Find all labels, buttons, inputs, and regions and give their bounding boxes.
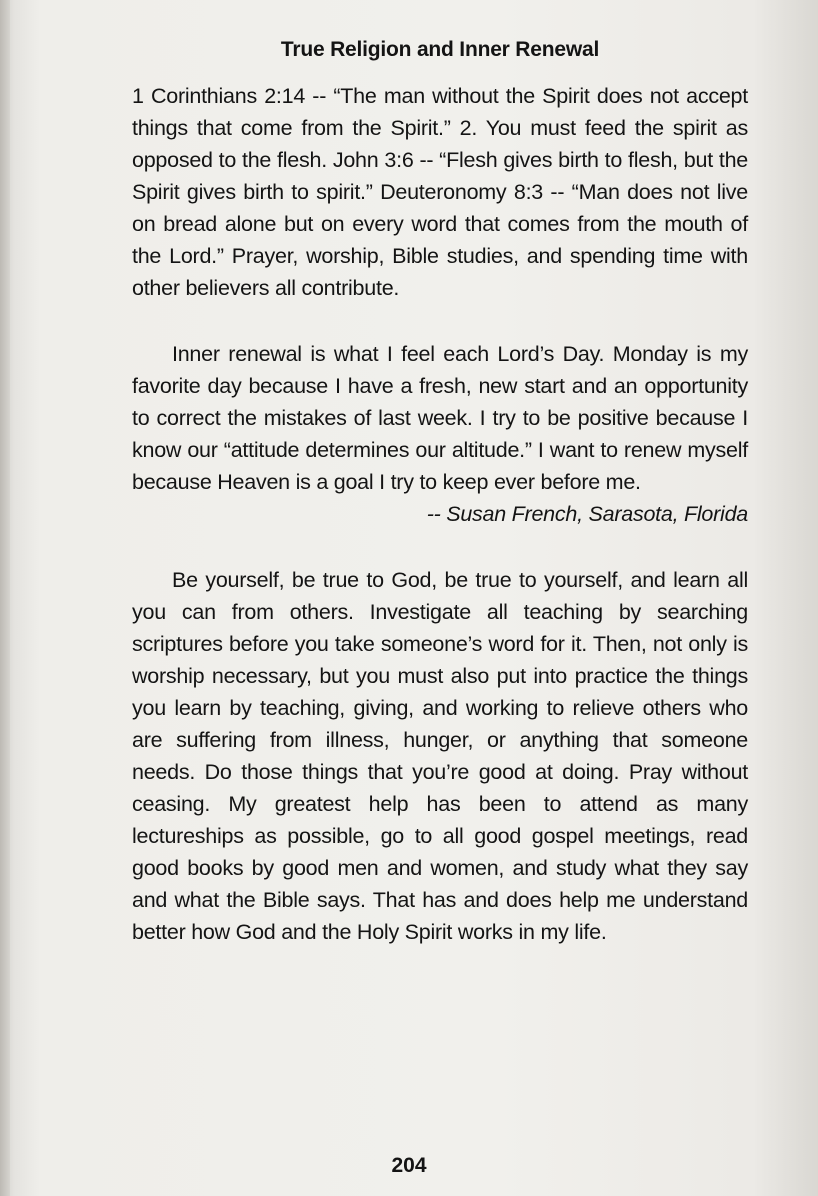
attribution: -- Susan French, Sarasota, Florida <box>426 502 748 526</box>
paragraph-3: Be yourself, be true to God, be true to yourself, and learn all you can from others. Investigate all teaching by searching scriptures before you take someone’s word for it. Then, not only is worship necessary, but you must also put into practice the things you learn by teaching, giving, and working to relieve others who are suffering from illness, hunger, or anything that someone needs. Do those things that you’re good at doing. Pray without ceasing. My greatest help has been to attend as many lectureships as possible, go to all good gospel meetings, read good books by good men and women, and study what they say and what the Bible says. That has and does help me understand better how God and the Holy Spirit works in my life. <box>132 568 748 944</box>
page-content <box>132 38 748 948</box>
page-title: True Religion and Inner Renewal <box>280 38 600 61</box>
page-number: 204 <box>391 1154 427 1177</box>
page-binding-edge <box>0 0 10 1196</box>
paragraph-2: Inner renewal is what I feel each Lord’s Day. Monday is my favorite day because I have a fresh, new start and an opportunity to correct the mistakes of last week. I try to be positive because I know our “attitude determines our altitude.” I want to renew myself because Heaven is a goal I try to keep ever before me. <box>132 342 748 494</box>
paragraph-1: 1 Corinthians 2:14 -- “The man without the Spirit does not accept things that come from the Spirit.” 2. You must feed the spirit as opposed to the flesh. John 3:6 -- “Flesh gives birth to flesh, but the Spirit gives birth to spirit.” Deuteronomy 8:3 -- “Man does not live on bread alone but on every word that comes from the mouth of the Lord.” Prayer, worship, Bible studies, and spending time with other believers all contribute. <box>132 84 748 300</box>
